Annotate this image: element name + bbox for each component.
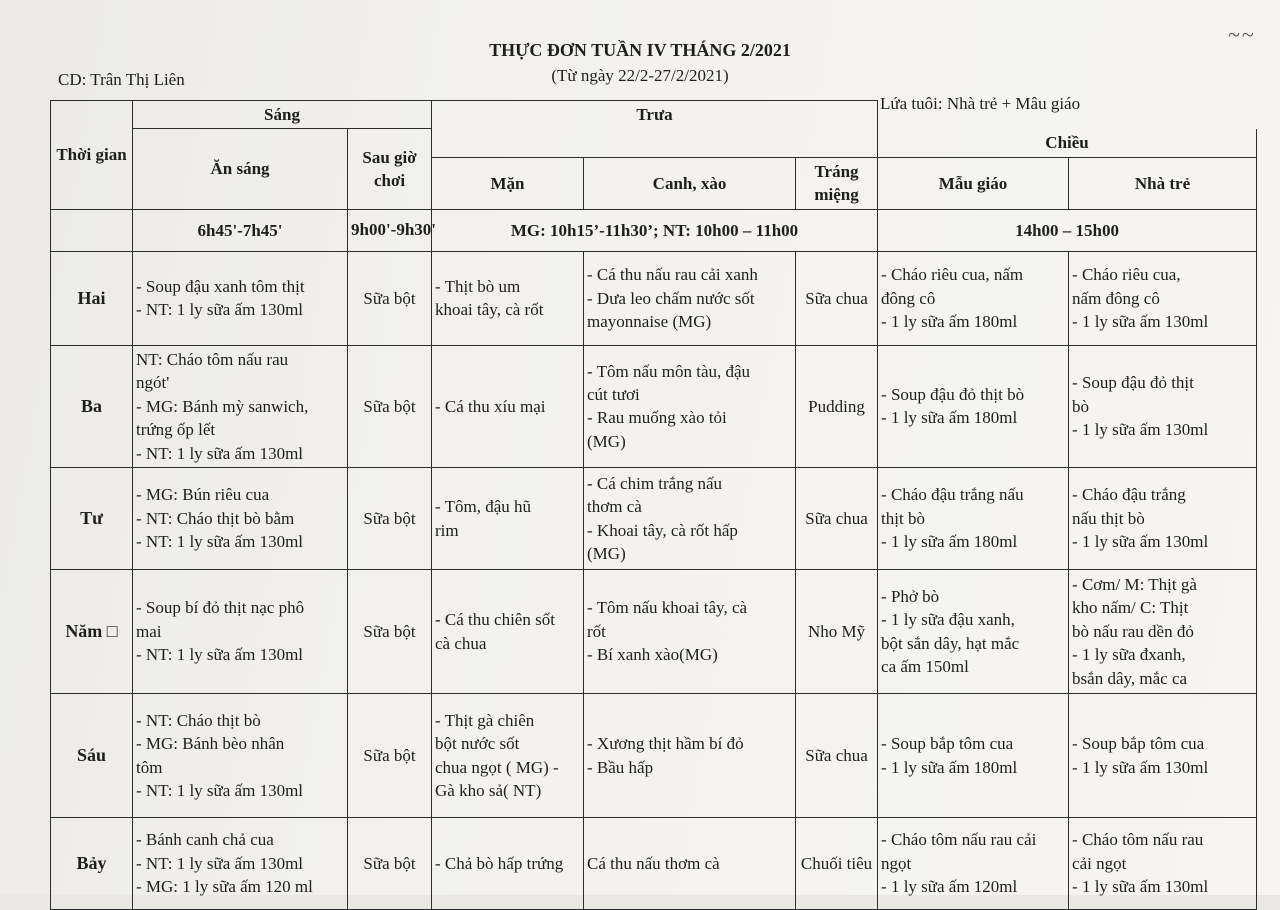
menu-line: Cá thu nấu thơm cà (587, 853, 720, 873)
document-title: THỰC ĐƠN TUẦN IV THÁNG 2/2021 (489, 40, 791, 60)
trang-mieng-cell: Chuối tiêu (796, 818, 878, 910)
menu-line: cút tươi (587, 384, 640, 404)
menu-line: - NT: 1 ly sữa ấm 130ml (136, 443, 304, 463)
menu-line: - Thịt gà chiên (435, 710, 535, 730)
menu-line: thơm cà (587, 497, 642, 517)
menu-line: rim (435, 520, 459, 540)
table-row (51, 570, 1257, 694)
sau-gio-choi-cell: Sữa bột (348, 468, 432, 570)
time-trua: MG: 10h15’-11h30’; NT: 10h00 – 11h00 (432, 209, 878, 251)
header-blank (878, 101, 1257, 129)
man-cell (432, 694, 584, 818)
sau-gio-choi-cell: Sữa bột (348, 345, 432, 467)
table-row (51, 251, 1257, 345)
man-cell (432, 345, 584, 467)
menu-line: - 1 ly sữa ấm 130ml (1072, 757, 1209, 777)
menu-line: bột nước sốt (435, 734, 520, 754)
an-sang-cell (133, 818, 348, 910)
menu-line: - 1 ly sữa ấm 130ml (1072, 420, 1209, 440)
header-trua: Trưa (432, 101, 878, 158)
trang-mieng-cell: Pudding (796, 345, 878, 467)
menu-line: - Cháo đậu trắng nấu (881, 485, 1024, 505)
nha-tre-cell (1069, 345, 1257, 467)
menu-line: chua ngọt ( MG) - (435, 757, 559, 777)
menu-line: - Cháo đậu trắng (1072, 485, 1186, 505)
sau-gio-choi-cell: Sữa bột (348, 251, 432, 345)
mau-giao-cell (878, 345, 1069, 467)
sau-gio-choi-cell: Sữa bột (348, 570, 432, 694)
menu-line: - NT: 1 ly sữa ấm 130ml (136, 781, 304, 801)
header-sau-gio-choi: Sau giờ chơi (348, 129, 432, 209)
weekly-menu-table (50, 100, 1257, 910)
header-mau-giao: Mẫu giáo (878, 157, 1069, 209)
menu-line: bsắn dây, mắc ca (1072, 668, 1188, 688)
canh-xao-cell (584, 694, 796, 818)
canh-xao-cell (584, 251, 796, 345)
menu-line: ngót' (136, 373, 170, 393)
trang-mieng-cell: Sữa chua (796, 251, 878, 345)
age-group-label: Lứa tuôi: Nhà trẻ + Mâu giáo (880, 94, 1081, 113)
menu-line: kho nấm/ C: Thịt (1072, 598, 1189, 618)
menu-line: - Dưa leo chấm nước sốt (587, 288, 755, 308)
nha-tre-cell (1069, 468, 1257, 570)
document-subtitle: (Từ ngày 22/2-27/2/2021) (551, 66, 729, 85)
menu-line: khoai tây, cà rốt (435, 300, 544, 320)
menu-line: - MG: Bánh mỳ sanwich, (136, 396, 309, 416)
header-an-sang: Ăn sáng (133, 129, 348, 209)
header-thoi-gian: Thời gian (51, 101, 133, 210)
menu-line: - Soup đậu xanh tôm thịt (136, 276, 305, 296)
day-cell: Tư (51, 468, 133, 570)
menu-line: - Cháo tôm nấu rau cải (881, 830, 1037, 850)
mau-giao-cell (878, 468, 1069, 570)
menu-line: - MG: 1 ly sữa ấm 120 ml (136, 877, 313, 897)
day-cell: Ba (51, 345, 133, 467)
an-sang-cell (133, 345, 348, 467)
menu-line: - Cá thu xíu mại (435, 396, 546, 416)
menu-line: - 1 ly sữa ấm 180ml (881, 312, 1018, 332)
canh-xao-cell (584, 345, 796, 467)
day-cell: Bảy (51, 818, 133, 910)
menu-line: - 1 ly sữa đxanh, (1072, 645, 1186, 665)
menu-line: - Soup bắp tôm cua (1072, 734, 1205, 754)
header-chieu: Chiều (878, 129, 1257, 157)
menu-line: mai (136, 621, 162, 641)
time-sang: 6h45'-7h45' (133, 209, 348, 251)
menu-line: bò nấu rau dền đỏ (1072, 621, 1194, 641)
an-sang-cell (133, 251, 348, 345)
menu-line: bột sắn dây, hạt mắc (881, 633, 1020, 653)
trang-mieng-cell: Sữa chua (796, 468, 878, 570)
header-row-1 (51, 101, 1257, 129)
menu-line: - NT: 1 ly sữa ấm 130ml (136, 853, 304, 873)
menu-line: ngọt (881, 853, 912, 873)
menu-line: - Cháo riêu cua, nấm (881, 265, 1024, 285)
mau-giao-cell (878, 570, 1069, 694)
mau-giao-cell (878, 251, 1069, 345)
header-man: Mặn (432, 157, 584, 209)
nha-tre-cell (1069, 570, 1257, 694)
canh-xao-cell (584, 818, 796, 910)
menu-line: - 1 ly sữa ấm 130ml (1072, 532, 1209, 552)
time-row (51, 209, 1257, 251)
mau-giao-cell (878, 694, 1069, 818)
menu-line: - NT: 1 ly sữa ấm 130ml (136, 300, 304, 320)
menu-line: - Bí xanh xào(MG) (587, 645, 718, 665)
sau-gio-choi-cell: Sữa bột (348, 694, 432, 818)
an-sang-cell (133, 468, 348, 570)
corner-mark: ~~ (1228, 22, 1256, 47)
menu-line: - Xương thịt hầm bí đỏ (587, 734, 744, 754)
canh-xao-cell (584, 468, 796, 570)
menu-line: trứng ốp lết (136, 420, 216, 440)
menu-line: - 1 ly sữa ấm 130ml (1072, 877, 1209, 897)
table-row (51, 818, 1257, 910)
menu-line: - Tôm, đậu hũ (435, 497, 532, 517)
nha-tre-cell (1069, 818, 1257, 910)
header-nha-tre: Nhà trẻ (1069, 157, 1257, 209)
menu-line: - NT: 1 ly sữa ấm 130ml (136, 532, 304, 552)
menu-line: - Cơm/ M: Thịt gà (1072, 574, 1197, 594)
man-cell (432, 818, 584, 910)
menu-line: (MG) (587, 544, 626, 564)
header-sang: Sáng (133, 101, 432, 129)
an-sang-cell (133, 570, 348, 694)
menu-line: - Soup bí đỏ thịt nạc phô (136, 598, 305, 618)
cd-label: CD: Trân Thị Liên (58, 70, 185, 89)
an-sang-cell (133, 694, 348, 818)
menu-line: - NT: Cháo thịt bò (136, 710, 261, 730)
day-cell: Hai (51, 251, 133, 345)
menu-line: - 1 ly sữa ấm 180ml (881, 532, 1018, 552)
menu-line: - Bánh canh chả cua (136, 830, 274, 850)
header-trang-mieng: Tráng miệng (796, 157, 878, 209)
menu-line: thịt bò (881, 508, 925, 528)
menu-line: - Thịt bò um (435, 276, 521, 296)
menu-line: - Tôm nấu môn tàu, đậu (587, 361, 751, 381)
menu-line: - NT: Cháo thịt bò bằm (136, 508, 295, 528)
menu-line: - 1 ly sữa ấm 130ml (1072, 312, 1209, 332)
menu-line: (MG) (587, 431, 626, 451)
menu-line: - Soup bắp tôm cua (881, 734, 1014, 754)
menu-line: - Rau muống xào tỏi (587, 408, 727, 428)
mau-giao-cell (878, 818, 1069, 910)
menu-line: - Cháo tôm nấu rau (1072, 830, 1204, 850)
menu-line: - 1 ly sữa đậu xanh, (881, 610, 1015, 630)
menu-line: - MG: Bún riêu cua (136, 485, 270, 505)
menu-line: - Bầu hấp (587, 757, 654, 777)
menu-line: mayonnaise (MG) (587, 312, 712, 332)
menu-line: - 1 ly sữa ấm 180ml (881, 757, 1018, 777)
menu-line: tôm (136, 757, 163, 777)
time-chieu: 14h00 – 15h00 (878, 209, 1257, 251)
sau-gio-choi-cell: Sữa bột (348, 818, 432, 910)
menu-line: nấu thịt bò (1072, 508, 1145, 528)
menu-line: NT: Cháo tôm nấu rau (136, 349, 289, 369)
man-cell (432, 251, 584, 345)
menu-line: ca ấm 150ml (881, 657, 969, 677)
day-cell: Sáu (51, 694, 133, 818)
table-row (51, 468, 1257, 570)
menu-line: - Chả bò hấp trứng (435, 853, 564, 873)
time-sau-gio-choi: 9h00'-9h30' (348, 209, 432, 251)
menu-line: Gà kho sả( NT) (435, 781, 542, 801)
man-cell (432, 468, 584, 570)
nha-tre-cell (1069, 251, 1257, 345)
menu-line: - Cháo riêu cua, (1072, 265, 1181, 285)
menu-line: bò (1072, 396, 1090, 416)
header-canh-xao: Canh, xào (584, 157, 796, 209)
menu-line: - 1 ly sữa ấm 120ml (881, 877, 1018, 897)
canh-xao-cell (584, 570, 796, 694)
menu-line: - MG: Bánh bèo nhân (136, 734, 285, 754)
menu-line: - 1 ly sữa ấm 180ml (881, 408, 1018, 428)
menu-line: cải ngọt (1072, 853, 1127, 873)
menu-line: - NT: 1 ly sữa ấm 130ml (136, 645, 304, 665)
menu-line: - Soup đậu đỏ thịt bò (881, 384, 1025, 404)
menu-line: nấm đông cô (1072, 288, 1160, 308)
menu-line: - Tôm nấu khoai tây, cà (587, 598, 748, 618)
table-row (51, 345, 1257, 467)
nha-tre-cell (1069, 694, 1257, 818)
day-cell: Năm □ (51, 570, 133, 694)
menu-line: đông cô (881, 288, 936, 308)
menu-line: - Soup đậu đỏ thịt (1072, 373, 1194, 393)
menu-line: cà chua (435, 633, 487, 653)
trang-mieng-cell: Sữa chua (796, 694, 878, 818)
table-row (51, 694, 1257, 818)
menu-line: - Phở bò (881, 586, 940, 606)
menu-line: - Cá thu nấu rau cải xanh (587, 265, 758, 285)
menu-line: - Cá chim trắng nấu (587, 473, 723, 493)
menu-line: - Cá thu chiên sốt (435, 610, 555, 630)
menu-line: rốt (587, 621, 606, 641)
time-blank (51, 209, 133, 251)
trang-mieng-cell: Nho Mỹ (796, 570, 878, 694)
man-cell (432, 570, 584, 694)
menu-line: - Khoai tây, cà rốt hấp (587, 520, 738, 540)
